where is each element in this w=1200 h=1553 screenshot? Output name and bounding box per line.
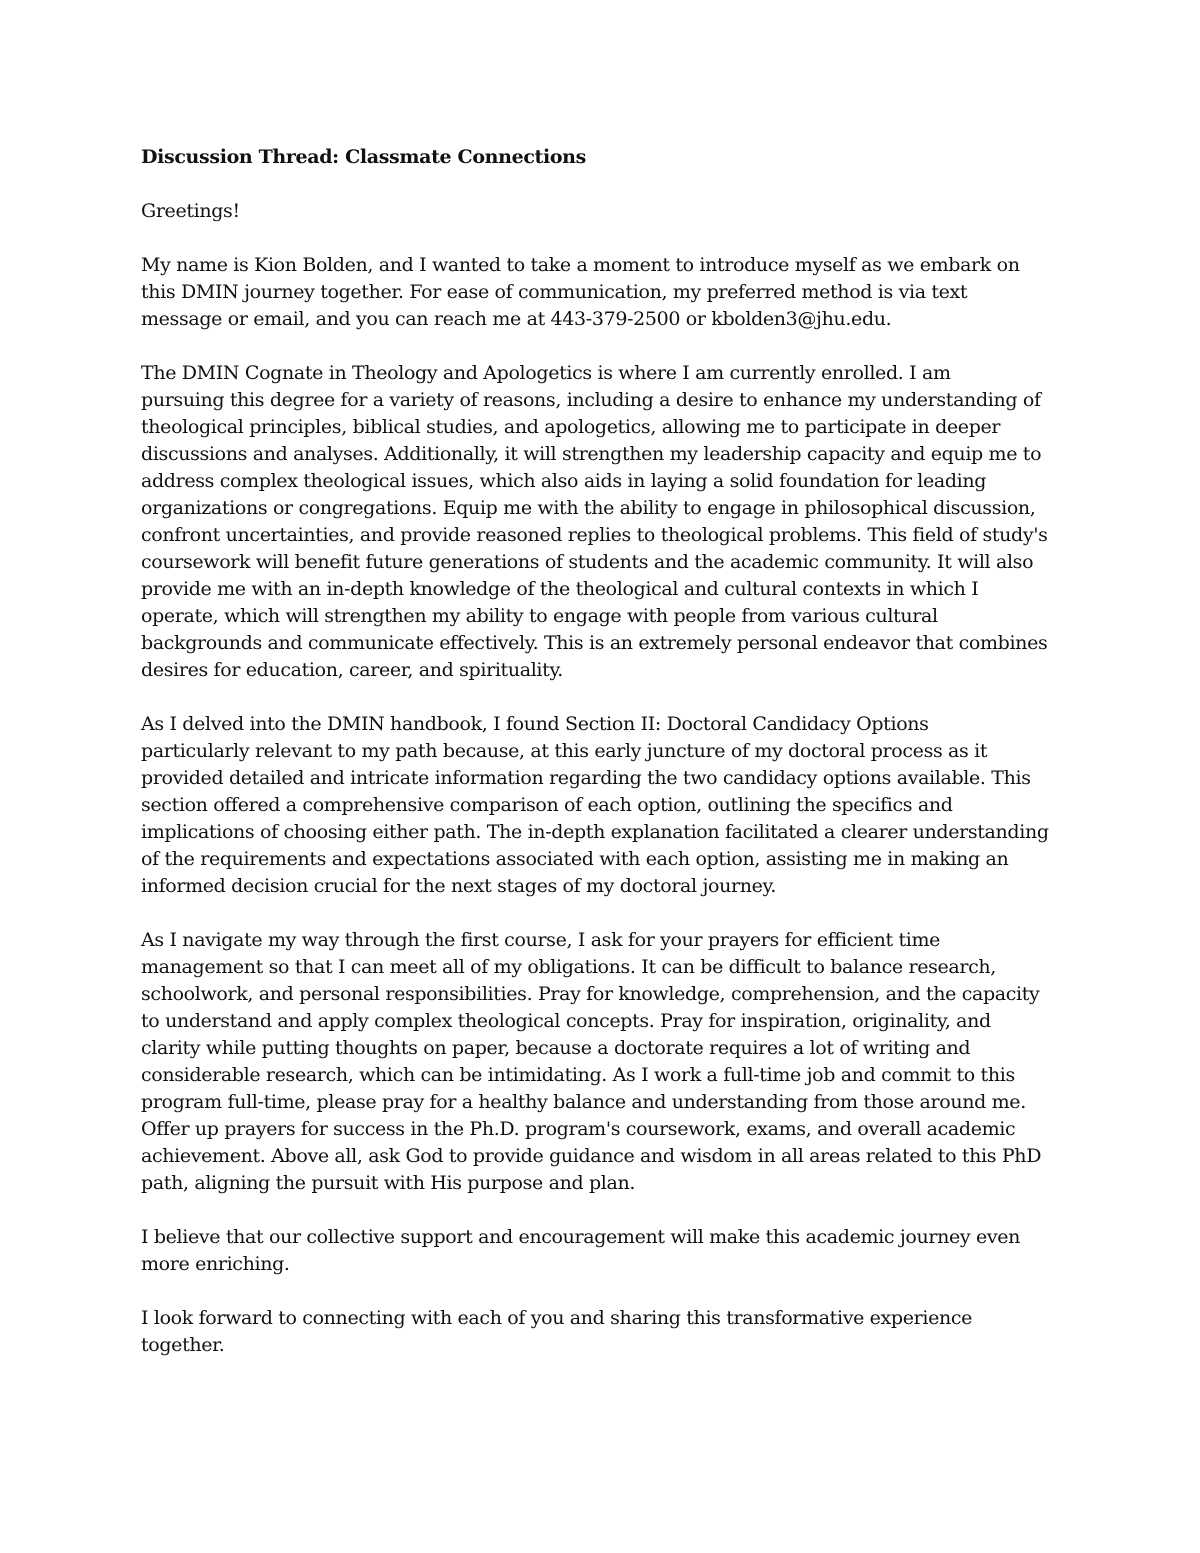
text-line: coursework will benefit future generations of students and the academic community. It will also [141, 551, 1034, 573]
text-line: theological principles, biblical studies, and apologetics, allowing me to participate in deeper [141, 416, 1001, 438]
text-line: discussions and analyses. Additionally, it will strengthen my leadership capacity and equip me to [141, 443, 1042, 465]
text-line: provide me with an in-depth knowledge of the theological and cultural contexts in which I [141, 578, 979, 600]
paragraph-greeting [141, 198, 1071, 225]
paragraph-introduction [141, 252, 1071, 333]
text-line: organizations or congregations. Equip me with the ability to engage in philosophical discussion, [141, 497, 1036, 519]
text-line: schoolwork, and personal responsibilities. Pray for knowledge, comprehension, and the capacity [141, 983, 1040, 1005]
text-line: message or email, and you can reach me at 443-379-2500 or kbolden3@jhu.edu. [141, 308, 892, 330]
document-title: Discussion Thread: Classmate Connections [141, 146, 586, 168]
document-body [141, 144, 1071, 1386]
text-line: considerable research, which can be intimidating. As I work a full-time job and commit to this [141, 1064, 1015, 1086]
text-line: together. [141, 1334, 225, 1356]
text-line: management so that I can meet all of my obligations. It can be difficult to balance research, [141, 956, 996, 978]
text-line: I look forward to connecting with each of you and sharing this transformative experience [141, 1307, 973, 1329]
text-line: path, aligning the pursuit with His purpose and plan. [141, 1172, 636, 1194]
text-line: The DMIN Cognate in Theology and Apologetics is where I am currently enrolled. I am [141, 362, 951, 384]
text-line: operate, which will strengthen my ability to engage with people from various cultural [141, 605, 938, 627]
text-line: desires for education, career, and spirituality. [141, 659, 563, 681]
text-line: My name is Kion Bolden, and I wanted to take a moment to introduce myself as we embark on [141, 254, 1020, 276]
text-line: particularly relevant to my path because, at this early juncture of my doctoral process as it [141, 740, 988, 762]
text-line: As I delved into the DMIN handbook, I found Section II: Doctoral Candidacy Options [141, 713, 929, 735]
text-line: Offer up prayers for success in the Ph.D. program's coursework, exams, and overall academic [141, 1118, 1016, 1140]
text-line: program full-time, please pray for a healthy balance and understanding from those around me. [141, 1091, 1026, 1113]
text-line: achievement. Above all, ask God to provide guidance and wisdom in all areas related to this PhD [141, 1145, 1042, 1167]
text-line: confront uncertainties, and provide reasoned replies to theological problems. This field of study's [141, 524, 1048, 546]
text-line: implications of choosing either path. The in-depth explanation facilitated a clearer understanding [141, 821, 1049, 843]
text-line: As I navigate my way through the first course, I ask for your prayers for efficient time [141, 929, 941, 951]
paragraph-closing [141, 1305, 1071, 1359]
text-line: clarity while putting thoughts on paper, because a doctorate requires a lot of writing and [141, 1037, 971, 1059]
text-line: I believe that our collective support and encouragement will make this academic journey even [141, 1226, 1021, 1248]
text-line: provided detailed and intricate information regarding the two candidacy options available. This [141, 767, 1031, 789]
paragraph-collective-support [141, 1224, 1071, 1278]
text-line: to understand and apply complex theological concepts. Pray for inspiration, originality, and [141, 1010, 991, 1032]
paragraph-handbook [141, 711, 1071, 900]
paragraph-program-reasons [141, 360, 1071, 684]
text-line: this DMIN journey together. For ease of communication, my preferred method is via text [141, 281, 968, 303]
text-line: backgrounds and communicate effectively. This is an extremely personal endeavor that combines [141, 632, 1048, 654]
text-line: informed decision crucial for the next stages of my doctoral journey. [141, 875, 777, 897]
text-line: section offered a comprehensive comparison of each option, outlining the specifics and [141, 794, 953, 816]
text-line: address complex theological issues, which also aids in laying a solid foundation for leading [141, 470, 987, 492]
text-line: pursuing this degree for a variety of reasons, including a desire to enhance my understanding of [141, 389, 1041, 411]
text-line: of the requirements and expectations associated with each option, assisting me in making an [141, 848, 1009, 870]
text-line: Greetings! [141, 200, 240, 222]
text-line: more enriching. [141, 1253, 290, 1275]
paragraph-prayer-requests [141, 927, 1071, 1197]
